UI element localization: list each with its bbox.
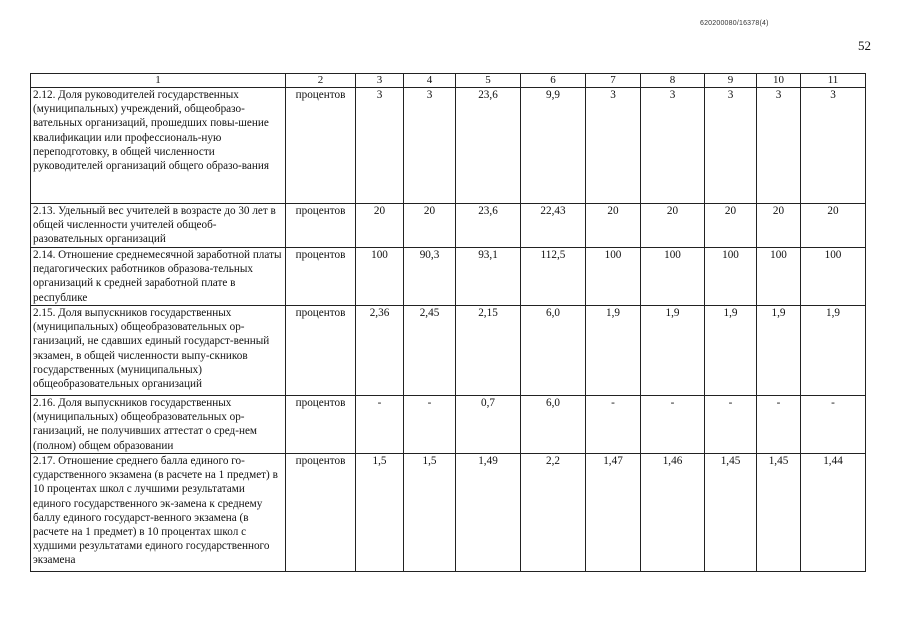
value-cell: 1,44 (801, 454, 866, 572)
table-row (31, 248, 866, 306)
value-cell: 112,5 (521, 248, 586, 306)
value-cell: - (404, 396, 456, 454)
value-cell: 100 (641, 248, 705, 306)
column-header: 6 (521, 74, 586, 88)
value-cell: 1,45 (705, 454, 757, 572)
value-cell: - (356, 396, 404, 454)
value-cell: 2,2 (521, 454, 586, 572)
value-cell: 6,0 (521, 396, 586, 454)
value-cell: 3 (705, 88, 757, 204)
value-cell: - (641, 396, 705, 454)
page-number: 52 (858, 38, 871, 53)
value-cell: 3 (356, 88, 404, 204)
value-cell: 23,6 (456, 88, 521, 204)
table-row (31, 396, 866, 454)
value-cell: - (801, 396, 866, 454)
column-header: 8 (641, 74, 705, 88)
indicators-table (30, 73, 866, 572)
value-cell: 3 (801, 88, 866, 204)
value-cell: 20 (801, 204, 866, 248)
value-cell: 2,36 (356, 306, 404, 396)
value-cell: 20 (356, 204, 404, 248)
value-cell: 1,5 (356, 454, 404, 572)
value-cell: - (705, 396, 757, 454)
value-cell: 0,7 (456, 396, 521, 454)
value-cell: 1,49 (456, 454, 521, 572)
value-cell: 100 (586, 248, 641, 306)
column-number-row (31, 74, 866, 88)
value-cell: 2,15 (456, 306, 521, 396)
indicator-unit: процентов (286, 306, 356, 396)
value-cell: 20 (757, 204, 801, 248)
value-cell: 1,5 (404, 454, 456, 572)
table-row (31, 454, 866, 572)
value-cell: 90,3 (404, 248, 456, 306)
column-header: 3 (356, 74, 404, 88)
value-cell: 100 (356, 248, 404, 306)
value-cell: 100 (705, 248, 757, 306)
indicator-unit: процентов (286, 88, 356, 204)
indicator-description: 2.14. Отношение среднемесячной заработной платы педагогических работников образова-тельных организаций к средней заработной плате в республике (31, 248, 286, 306)
value-cell: 9,9 (521, 88, 586, 204)
value-cell: 3 (586, 88, 641, 204)
value-cell: 3 (641, 88, 705, 204)
column-header: 7 (586, 74, 641, 88)
value-cell: 93,1 (456, 248, 521, 306)
column-header: 1 (31, 74, 286, 88)
value-cell: - (586, 396, 641, 454)
value-cell: 1,47 (586, 454, 641, 572)
value-cell: 20 (404, 204, 456, 248)
document-code: 620200080/16378(4) (700, 20, 769, 27)
column-header: 10 (757, 74, 801, 88)
indicator-description: 2.17. Отношение среднего балла единого го-сударственного экзамена (в расчете на 1 предмет) в 10 процентах школ с лучшими результатами единого государственного эк-замена к среднему баллу единого государст-венного экзамена (в расчете на 1 предмет) в 10 процентах школ с худшими результатами единого государственного экзамена (31, 454, 286, 572)
value-cell: 1,45 (757, 454, 801, 572)
indicator-description: 2.12. Доля руководителей государственных (муниципальных) учреждений, общеобразо-вательных организаций, прошедших повы-шение квалификации или профессиональ-ную переподготовку, в общей численности руководителей организаций общего образо-вания (31, 88, 286, 204)
value-cell: 1,9 (586, 306, 641, 396)
column-header: 9 (705, 74, 757, 88)
indicator-description: 2.13. Удельный вес учителей в возрасте до 30 лет в общей численности учителей общеоб-разовательных организаций (31, 204, 286, 248)
table-row (31, 204, 866, 248)
indicator-description: 2.15. Доля выпускников государственных (муниципальных) общеобразовательных ор-ганизаций, не сдавших единый государст-венный экзамен, в общей численности выпу-скников государственных (муниципальных) общеобразовательных организаций (31, 306, 286, 396)
value-cell: 3 (404, 88, 456, 204)
indicator-unit: процентов (286, 248, 356, 306)
value-cell: 23,6 (456, 204, 521, 248)
table-row (31, 306, 866, 396)
column-header: 4 (404, 74, 456, 88)
value-cell: 2,45 (404, 306, 456, 396)
value-cell: 100 (801, 248, 866, 306)
value-cell: 1,9 (641, 306, 705, 396)
indicator-unit: процентов (286, 396, 356, 454)
table-row (31, 88, 866, 204)
value-cell: 22,43 (521, 204, 586, 248)
column-header: 11 (801, 74, 866, 88)
value-cell: 1,9 (801, 306, 866, 396)
value-cell: - (757, 396, 801, 454)
value-cell: 20 (586, 204, 641, 248)
value-cell: 1,9 (757, 306, 801, 396)
indicator-unit: процентов (286, 204, 356, 248)
value-cell: 1,46 (641, 454, 705, 572)
indicator-description: 2.16. Доля выпускников государственных (муниципальных) общеобразовательных ор-ганизаций, не получивших аттестат о сред-нем (полном) общем образовании (31, 396, 286, 454)
value-cell: 100 (757, 248, 801, 306)
value-cell: 1,9 (705, 306, 757, 396)
value-cell: 20 (705, 204, 757, 248)
indicator-unit: процентов (286, 454, 356, 572)
value-cell: 20 (641, 204, 705, 248)
column-header: 5 (456, 74, 521, 88)
value-cell: 6,0 (521, 306, 586, 396)
value-cell: 3 (757, 88, 801, 204)
column-header: 2 (286, 74, 356, 88)
